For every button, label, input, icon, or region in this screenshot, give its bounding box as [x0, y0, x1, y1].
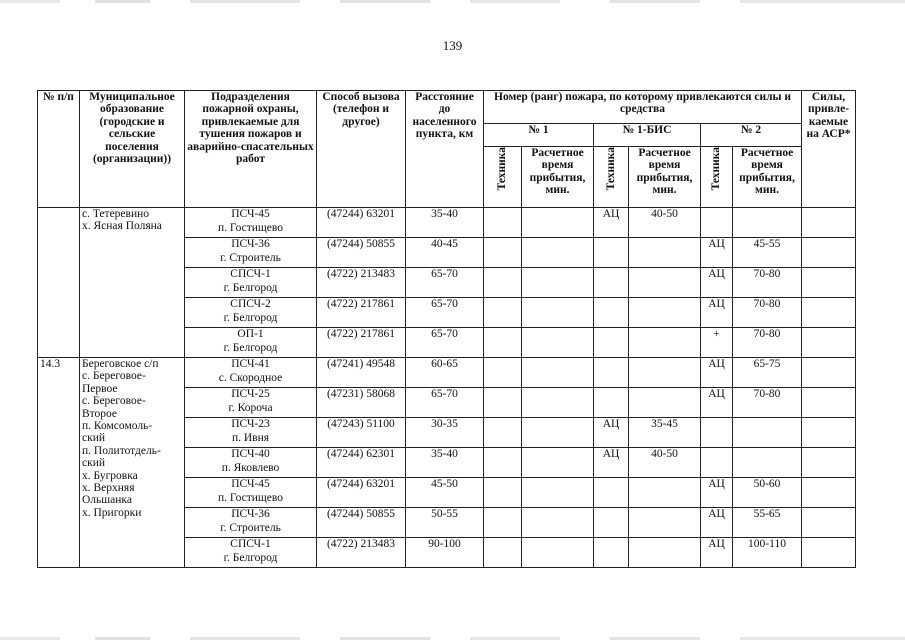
tech-rank1bis-cell: АЦ: [594, 448, 629, 478]
tech-rank2-cell: АЦ: [701, 388, 733, 418]
tech-rank1-cell: [484, 388, 522, 418]
municipality-cell: с. Тетеревино х. Ясная Поляна: [80, 208, 185, 358]
asr-cell: [802, 508, 856, 538]
tech-rank1bis-cell: [594, 328, 629, 358]
unit-cell: [185, 328, 317, 358]
table-row: [38, 358, 856, 388]
unit-name: ПСЧ-36: [231, 238, 270, 250]
table-body: [38, 208, 856, 568]
tech-rank1bis-cell: АЦ: [594, 418, 629, 448]
header-tech-1bis-label: Техника: [604, 147, 617, 191]
eta-rank1bis-cell: [629, 328, 701, 358]
tech-rank1-cell: [484, 418, 522, 448]
eta-rank1-cell: [522, 358, 594, 388]
eta-rank1-cell: [522, 418, 594, 448]
unit-cell: [185, 538, 317, 568]
eta-rank1bis-cell: [629, 478, 701, 508]
unit-location: г. Белгород: [223, 312, 278, 325]
unit-location: г. Белгород: [223, 552, 278, 565]
tech-rank1-cell: [484, 328, 522, 358]
asr-cell: [802, 298, 856, 328]
tech-rank2-cell: АЦ: [701, 358, 733, 388]
unit-cell: [185, 238, 317, 268]
unit-cell: [185, 448, 317, 478]
asr-cell: [802, 388, 856, 418]
eta-rank1-cell: [522, 538, 594, 568]
asr-cell: [802, 238, 856, 268]
tech-rank2-cell: +: [701, 328, 733, 358]
row-number: 14.3: [38, 358, 80, 568]
tech-rank1bis-cell: АЦ: [594, 208, 629, 238]
header-eta-2: Расчетное время прибытия, мин.: [733, 147, 802, 208]
asr-cell: [802, 478, 856, 508]
municipality-cell: Береговское с/п с. Береговое- Первое с. Береговое- Второе п. Комсомоль- ский п. Политотдель- ский х. Бугровка х. Верхняя Ольшанка х. Пригорки: [80, 358, 185, 568]
unit-location: г. Строитель: [220, 522, 281, 535]
unit-cell: [185, 478, 317, 508]
phone-cell: (47231) 58068: [317, 388, 406, 418]
header-tech-1-label: Техника: [496, 147, 509, 191]
tech-rank1bis-cell: [594, 478, 629, 508]
unit-location: г. Белгород: [223, 282, 278, 295]
eta-rank1-cell: [522, 268, 594, 298]
unit-name: СПСЧ-1: [230, 538, 271, 550]
eta-rank2-cell: 70-80: [733, 328, 802, 358]
unit-location: п. Гостищево: [218, 492, 283, 505]
distance-cell: 45-50: [406, 478, 484, 508]
eta-rank1bis-cell: 35-45: [629, 418, 701, 448]
unit-name: ПСЧ-36: [231, 508, 270, 520]
eta-rank1bis-cell: [629, 508, 701, 538]
eta-rank1-cell: [522, 448, 594, 478]
eta-rank2-cell: 70-80: [733, 268, 802, 298]
phone-cell: (47244) 63201: [317, 478, 406, 508]
unit-location: г. Белгород: [223, 342, 278, 355]
phone-cell: (4722) 213483: [317, 268, 406, 298]
scan-artifact-top: [0, 0, 905, 3]
distance-cell: 90-100: [406, 538, 484, 568]
eta-rank1bis-cell: 40-50: [629, 448, 701, 478]
unit-location: п. Ивня: [231, 432, 270, 445]
asr-cell: [802, 328, 856, 358]
tech-rank2-cell: [701, 208, 733, 238]
eta-rank1-cell: [522, 478, 594, 508]
asr-cell: [802, 208, 856, 238]
unit-cell: [185, 388, 317, 418]
unit-cell: [185, 208, 317, 238]
row-number: [38, 208, 80, 358]
eta-rank2-cell: 70-80: [733, 388, 802, 418]
tech-rank1-cell: [484, 268, 522, 298]
phone-cell: (4722) 217861: [317, 328, 406, 358]
eta-rank2-cell: 50-60: [733, 478, 802, 508]
asr-cell: [802, 358, 856, 388]
header-municipality: Муниципальное образование (городские и сельские поселения (организации)): [80, 91, 185, 208]
tech-rank2-cell: АЦ: [701, 508, 733, 538]
unit-location: г. Строитель: [220, 252, 281, 265]
eta-rank1-cell: [522, 328, 594, 358]
tech-rank2-cell: АЦ: [701, 478, 733, 508]
header-tech-2: [701, 147, 733, 208]
tech-rank1-cell: [484, 448, 522, 478]
distance-cell: 35-40: [406, 448, 484, 478]
unit-name: ПСЧ-25: [231, 388, 270, 400]
header-eta-1bis: Расчетное время прибытия, мин.: [629, 147, 701, 208]
header-asr: Силы, привле-каемые на АСР*: [802, 91, 856, 208]
distance-cell: 65-70: [406, 328, 484, 358]
header-distance: Расстояние до населенного пункта, км: [406, 91, 484, 208]
phone-cell: (47244) 50855: [317, 238, 406, 268]
eta-rank1bis-cell: 40-50: [629, 208, 701, 238]
phone-cell: (47243) 51100: [317, 418, 406, 448]
eta-rank2-cell: 65-75: [733, 358, 802, 388]
header-rank-1: № 1: [484, 124, 594, 147]
tech-rank1-cell: [484, 538, 522, 568]
phone-cell: (4722) 217861: [317, 298, 406, 328]
asr-cell: [802, 538, 856, 568]
distance-cell: 40-45: [406, 238, 484, 268]
unit-name: ПСЧ-23: [231, 418, 270, 430]
header-num: № п/п: [38, 91, 80, 208]
tech-rank2-cell: АЦ: [701, 238, 733, 268]
header-rank-group: Номер (ранг) пожара, по которому привлекаются силы и средства: [484, 91, 802, 124]
unit-name: ОП-1: [237, 328, 264, 340]
unit-name: СПСЧ-1: [230, 268, 271, 280]
tech-rank2-cell: [701, 418, 733, 448]
tech-rank1-cell: [484, 238, 522, 268]
tech-rank1bis-cell: [594, 508, 629, 538]
tech-rank1-cell: [484, 508, 522, 538]
header-units: Подразделения пожарной охраны, привлекаемые для тушения пожаров и аварийно-спасательных работ: [185, 91, 317, 208]
phone-cell: (47244) 63201: [317, 208, 406, 238]
unit-location: п. Гостищево: [218, 222, 283, 235]
eta-rank2-cell: 55-65: [733, 508, 802, 538]
unit-name: ПСЧ-45: [231, 208, 270, 220]
eta-rank2-cell: 45-55: [733, 238, 802, 268]
unit-name: ПСЧ-41: [231, 358, 270, 370]
eta-rank2-cell: 70-80: [733, 298, 802, 328]
eta-rank1bis-cell: [629, 538, 701, 568]
eta-rank1-cell: [522, 238, 594, 268]
unit-cell: [185, 508, 317, 538]
distance-cell: 65-70: [406, 388, 484, 418]
tech-rank1bis-cell: [594, 268, 629, 298]
phone-cell: (47241) 49548: [317, 358, 406, 388]
distance-cell: 50-55: [406, 508, 484, 538]
tech-rank1bis-cell: [594, 388, 629, 418]
header-tech-1: [484, 147, 522, 208]
header-rank-1bis: № 1-БИС: [594, 124, 701, 147]
tech-rank1-cell: [484, 208, 522, 238]
unit-name: ПСЧ-45: [231, 478, 270, 490]
eta-rank1bis-cell: [629, 238, 701, 268]
unit-cell: [185, 268, 317, 298]
tech-rank2-cell: АЦ: [701, 268, 733, 298]
tech-rank1-cell: [484, 298, 522, 328]
eta-rank2-cell: [733, 208, 802, 238]
table-row: [38, 208, 856, 238]
tech-rank1bis-cell: [594, 538, 629, 568]
asr-cell: [802, 268, 856, 298]
eta-rank2-cell: [733, 448, 802, 478]
distance-cell: 35-40: [406, 208, 484, 238]
unit-location: п. Яковлево: [221, 462, 280, 475]
eta-rank1-cell: [522, 298, 594, 328]
eta-rank1bis-cell: [629, 358, 701, 388]
unit-name: СПСЧ-2: [230, 298, 271, 310]
asr-cell: [802, 418, 856, 448]
unit-name: ПСЧ-40: [231, 448, 270, 460]
tech-rank1bis-cell: [594, 298, 629, 328]
tech-rank2-cell: [701, 448, 733, 478]
eta-rank1-cell: [522, 388, 594, 418]
distance-cell: 30-35: [406, 418, 484, 448]
unit-cell: [185, 358, 317, 388]
tech-rank1-cell: [484, 358, 522, 388]
unit-location: г. Короча: [228, 402, 273, 415]
tech-rank1bis-cell: [594, 358, 629, 388]
unit-location: с. Скородное: [218, 372, 283, 385]
page-number: 139: [442, 38, 463, 53]
header-tech-1bis: [594, 147, 629, 208]
unit-cell: [185, 418, 317, 448]
header-eta-1: Расчетное время прибытия, мин.: [522, 147, 594, 208]
unit-cell: [185, 298, 317, 328]
distance-cell: 65-70: [406, 298, 484, 328]
eta-rank2-cell: [733, 418, 802, 448]
eta-rank1bis-cell: [629, 298, 701, 328]
eta-rank1bis-cell: [629, 268, 701, 298]
distance-cell: 65-70: [406, 268, 484, 298]
header-tech-2-label: Техника: [710, 147, 723, 191]
eta-rank2-cell: 100-110: [733, 538, 802, 568]
phone-cell: (47244) 62301: [317, 448, 406, 478]
asr-cell: [802, 448, 856, 478]
eta-rank1bis-cell: [629, 388, 701, 418]
phone-cell: (4722) 213483: [317, 538, 406, 568]
tech-rank1-cell: [484, 478, 522, 508]
header-call-method: Способ вызова (телефон и другое): [317, 91, 406, 208]
eta-rank1-cell: [522, 208, 594, 238]
eta-rank1-cell: [522, 508, 594, 538]
distance-cell: 60-65: [406, 358, 484, 388]
phone-cell: (47244) 50855: [317, 508, 406, 538]
header-rank-2: № 2: [701, 124, 802, 147]
tech-rank2-cell: АЦ: [701, 298, 733, 328]
tech-rank1bis-cell: [594, 238, 629, 268]
fire-response-table: [37, 90, 856, 568]
tech-rank2-cell: АЦ: [701, 538, 733, 568]
